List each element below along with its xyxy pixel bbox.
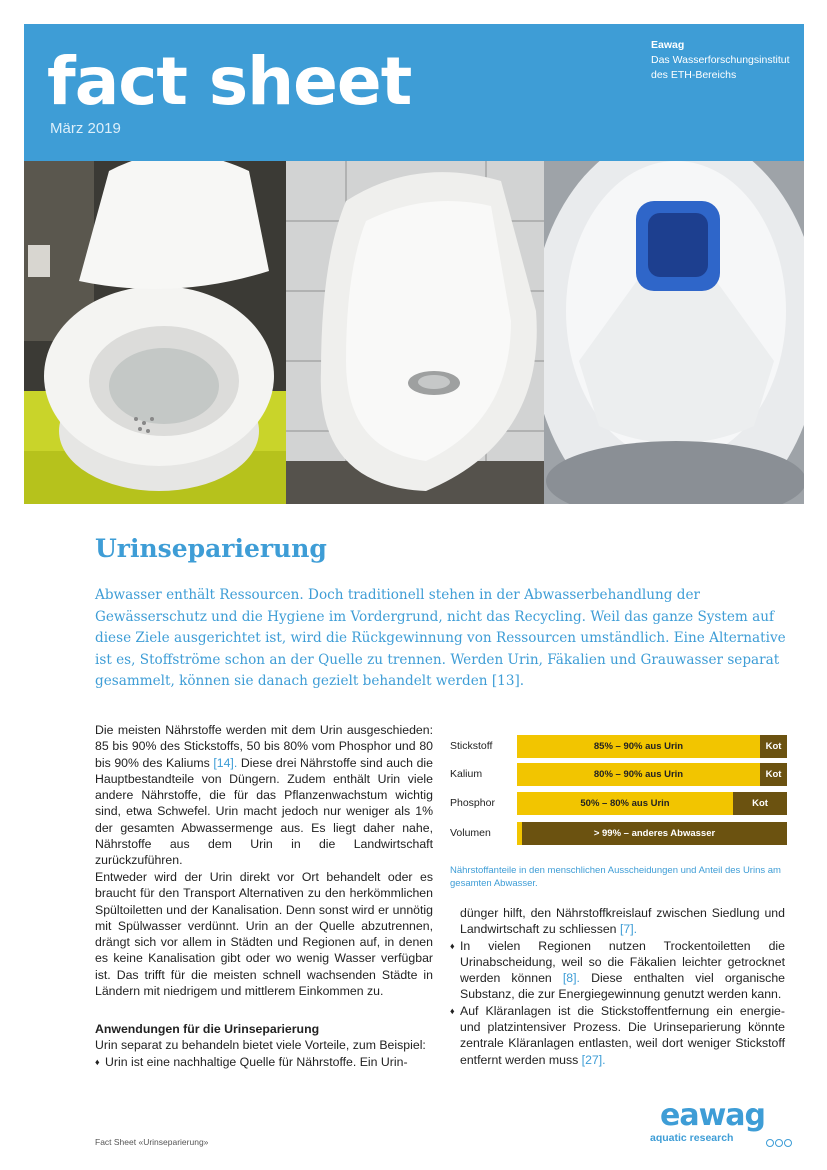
paragraph-transport: Entweder wird der Urin direkt vor Ort behandelt oder es braucht für den Transport Alternativen zu den herkömmlichen Spültoiletten und der Kanalisation. Denn sonst wird er unnötig mit Spülwasser verdünnt. Urin an der Quelle abzutrennen, drängt sich vor allem in Städten und Regionen auf, in denen es keine Kanalisation gibt oder wo wenig Wasser verfügbar ist. Das trifft für die meisten schnell wachsenden Städte in Ländern mit niedrigem und mittlerem Einkommen zu. bbox=[95, 870, 433, 999]
fact-sheet-title: fact sheet bbox=[47, 43, 412, 120]
bullet-2-text-a: In vielen Regionen nutzen Trockentoiletten die Urinabscheidung, weil so die Fäkalien leichter getrocknet werden können bbox=[460, 938, 785, 986]
header-banner bbox=[24, 24, 804, 161]
chart-category-label: Volumen bbox=[450, 827, 491, 839]
institute-line-2: des ETH-Bereichs bbox=[651, 69, 737, 81]
bullet-list-continued bbox=[450, 905, 785, 1068]
photo-strip bbox=[24, 161, 804, 504]
chart-bar bbox=[517, 792, 787, 815]
chart-row-volumen bbox=[450, 822, 790, 846]
chart-bar-segment-other: > 99% – anderes Abwasser bbox=[522, 822, 787, 845]
logo-tagline: aquatic research bbox=[650, 1132, 734, 1144]
chart-bar bbox=[517, 735, 787, 758]
citation-8: [8]. bbox=[562, 971, 580, 986]
institute-block bbox=[651, 38, 790, 83]
eawag-logo bbox=[648, 1098, 800, 1146]
applications-subheading: Anwendungen für die Urinseparierung bbox=[95, 1022, 320, 1036]
logo-wordmark: eawag bbox=[660, 1098, 766, 1133]
bullet-1-text-a: Urin ist eine nachhaltige Quelle für Nährstoffe. Ein Urin- bbox=[105, 1054, 408, 1069]
institute-line-1: Das Wasserforschungsinstitut bbox=[651, 54, 790, 66]
chart-category-label: Stickstoff bbox=[450, 740, 493, 752]
chart-row-kalium bbox=[450, 763, 790, 787]
paragraph-nutrients-text-a: Die meisten Nährstoffe werden mit dem Urin ausgeschieden: 85 bis 90% des Stickstoffs, 50 bis 80% vom Phosphor und 80 bis 90% des Kaliums bbox=[95, 723, 433, 770]
paragraph-nutrients bbox=[95, 722, 433, 869]
bullet-3-text-a: Auf Kläranlagen ist die Stickstoffentfernung ein energie- und platzintensiver Prozess. Die Urinseparierung könnte zentrale Kläranlagen entlasten, weil dort weniger Stickstoff entfernt werden muss bbox=[460, 1003, 785, 1067]
chart-bar bbox=[517, 822, 787, 845]
citation-7: [7]. bbox=[619, 922, 638, 937]
waterless-urinal-photo bbox=[286, 161, 544, 504]
bullet-1-continued bbox=[450, 905, 785, 938]
citation-27: [27]. bbox=[581, 1052, 606, 1067]
logo-circles-icon bbox=[766, 1134, 793, 1152]
lead-paragraph: Abwasser enthält Ressourcen. Doch traditionell stehen in der Abwasserbehandlung der Gewässerschutz und die Hygiene im Vordergrund, nicht das Recycling. Weil das ganze System auf diese Ziele ausgerichtet ist, wird die Rückgewinnung von Ressourcen umständlich. Eine Alternative ist es, Stoffströme schon an der Quelle zu trennen. Werden Urin, Fäkalien und Grauwasser separat gesammelt, können sie danach gezielt behandelt werden [13]. bbox=[95, 587, 786, 690]
urine-diverting-toilet-photo bbox=[24, 161, 286, 504]
chart-category-label: Phosphor bbox=[450, 797, 495, 809]
publication-date: März 2019 bbox=[50, 120, 121, 137]
bullet-item-2 bbox=[450, 938, 785, 1003]
chart-bar-segment-other: Kot bbox=[760, 763, 787, 786]
applications-section bbox=[95, 1021, 433, 1070]
chart-bar bbox=[517, 763, 787, 786]
chart-bar-segment-urine: 50% – 80% aus Urin bbox=[517, 792, 733, 815]
chart-bar-segment-urine: 85% – 90% aus Urin bbox=[517, 735, 760, 758]
chart-row-stickstoff bbox=[450, 735, 790, 759]
institute-name: Eawag bbox=[651, 39, 685, 51]
bullet-2-text-b: Diese enthalten viel organische Substanz, die zur Energiegewinnung genutzt werden kann. bbox=[460, 971, 785, 1002]
chart-row-phosphor bbox=[450, 792, 790, 816]
bullet-marker: ♦ bbox=[450, 1005, 455, 1016]
bullet-item-3 bbox=[450, 1003, 785, 1068]
chart-category-label: Kalium bbox=[450, 768, 483, 780]
applications-intro: Urin separat zu behandeln bietet viele Vorteile, zum Beispiel: bbox=[95, 1038, 426, 1053]
paragraph-nutrients-text-b: Diese drei Nährstoffe sind auch die Hauptbestandteile von Düngern. Zudem enthält Urin viele andere Nährstoffe, die für das Pflanzenwachstum wichtig sind, etwa Schwefel. Urin macht jedoch nur weniger als 1% der gesamten Abwassermenge aus. Es liegt daher nahe, Nährstoffe aus dem Urin in die Landwirtschaft zurückzuführen. bbox=[95, 755, 433, 868]
citation-14: [14]. bbox=[213, 755, 238, 770]
bullet-marker: ♦ bbox=[95, 1056, 100, 1067]
article-heading: Urinseparierung bbox=[95, 534, 327, 563]
chart-caption: Nährstoffanteile in den menschlichen Ausscheidungen und Anteil des Urins am gesamten Abwasser. bbox=[450, 865, 781, 889]
chart-bar-segment-urine: 80% – 90% aus Urin bbox=[517, 763, 760, 786]
urine-diversion-bowl-photo bbox=[544, 161, 804, 504]
nutrient-share-chart bbox=[450, 735, 790, 855]
footer-text: Fact Sheet «Urinseparierung» bbox=[95, 1137, 209, 1147]
bullet-item-1 bbox=[95, 1054, 433, 1070]
chart-bar-segment-other: Kot bbox=[760, 735, 787, 758]
chart-bar-segment-other: Kot bbox=[733, 792, 787, 815]
bullet-marker: ♦ bbox=[450, 940, 455, 951]
bullet-1-text-b: dünger hilft, den Nährstoffkreislauf zwischen Siedlung und Landwirtschaft zu schliessen bbox=[460, 906, 785, 937]
